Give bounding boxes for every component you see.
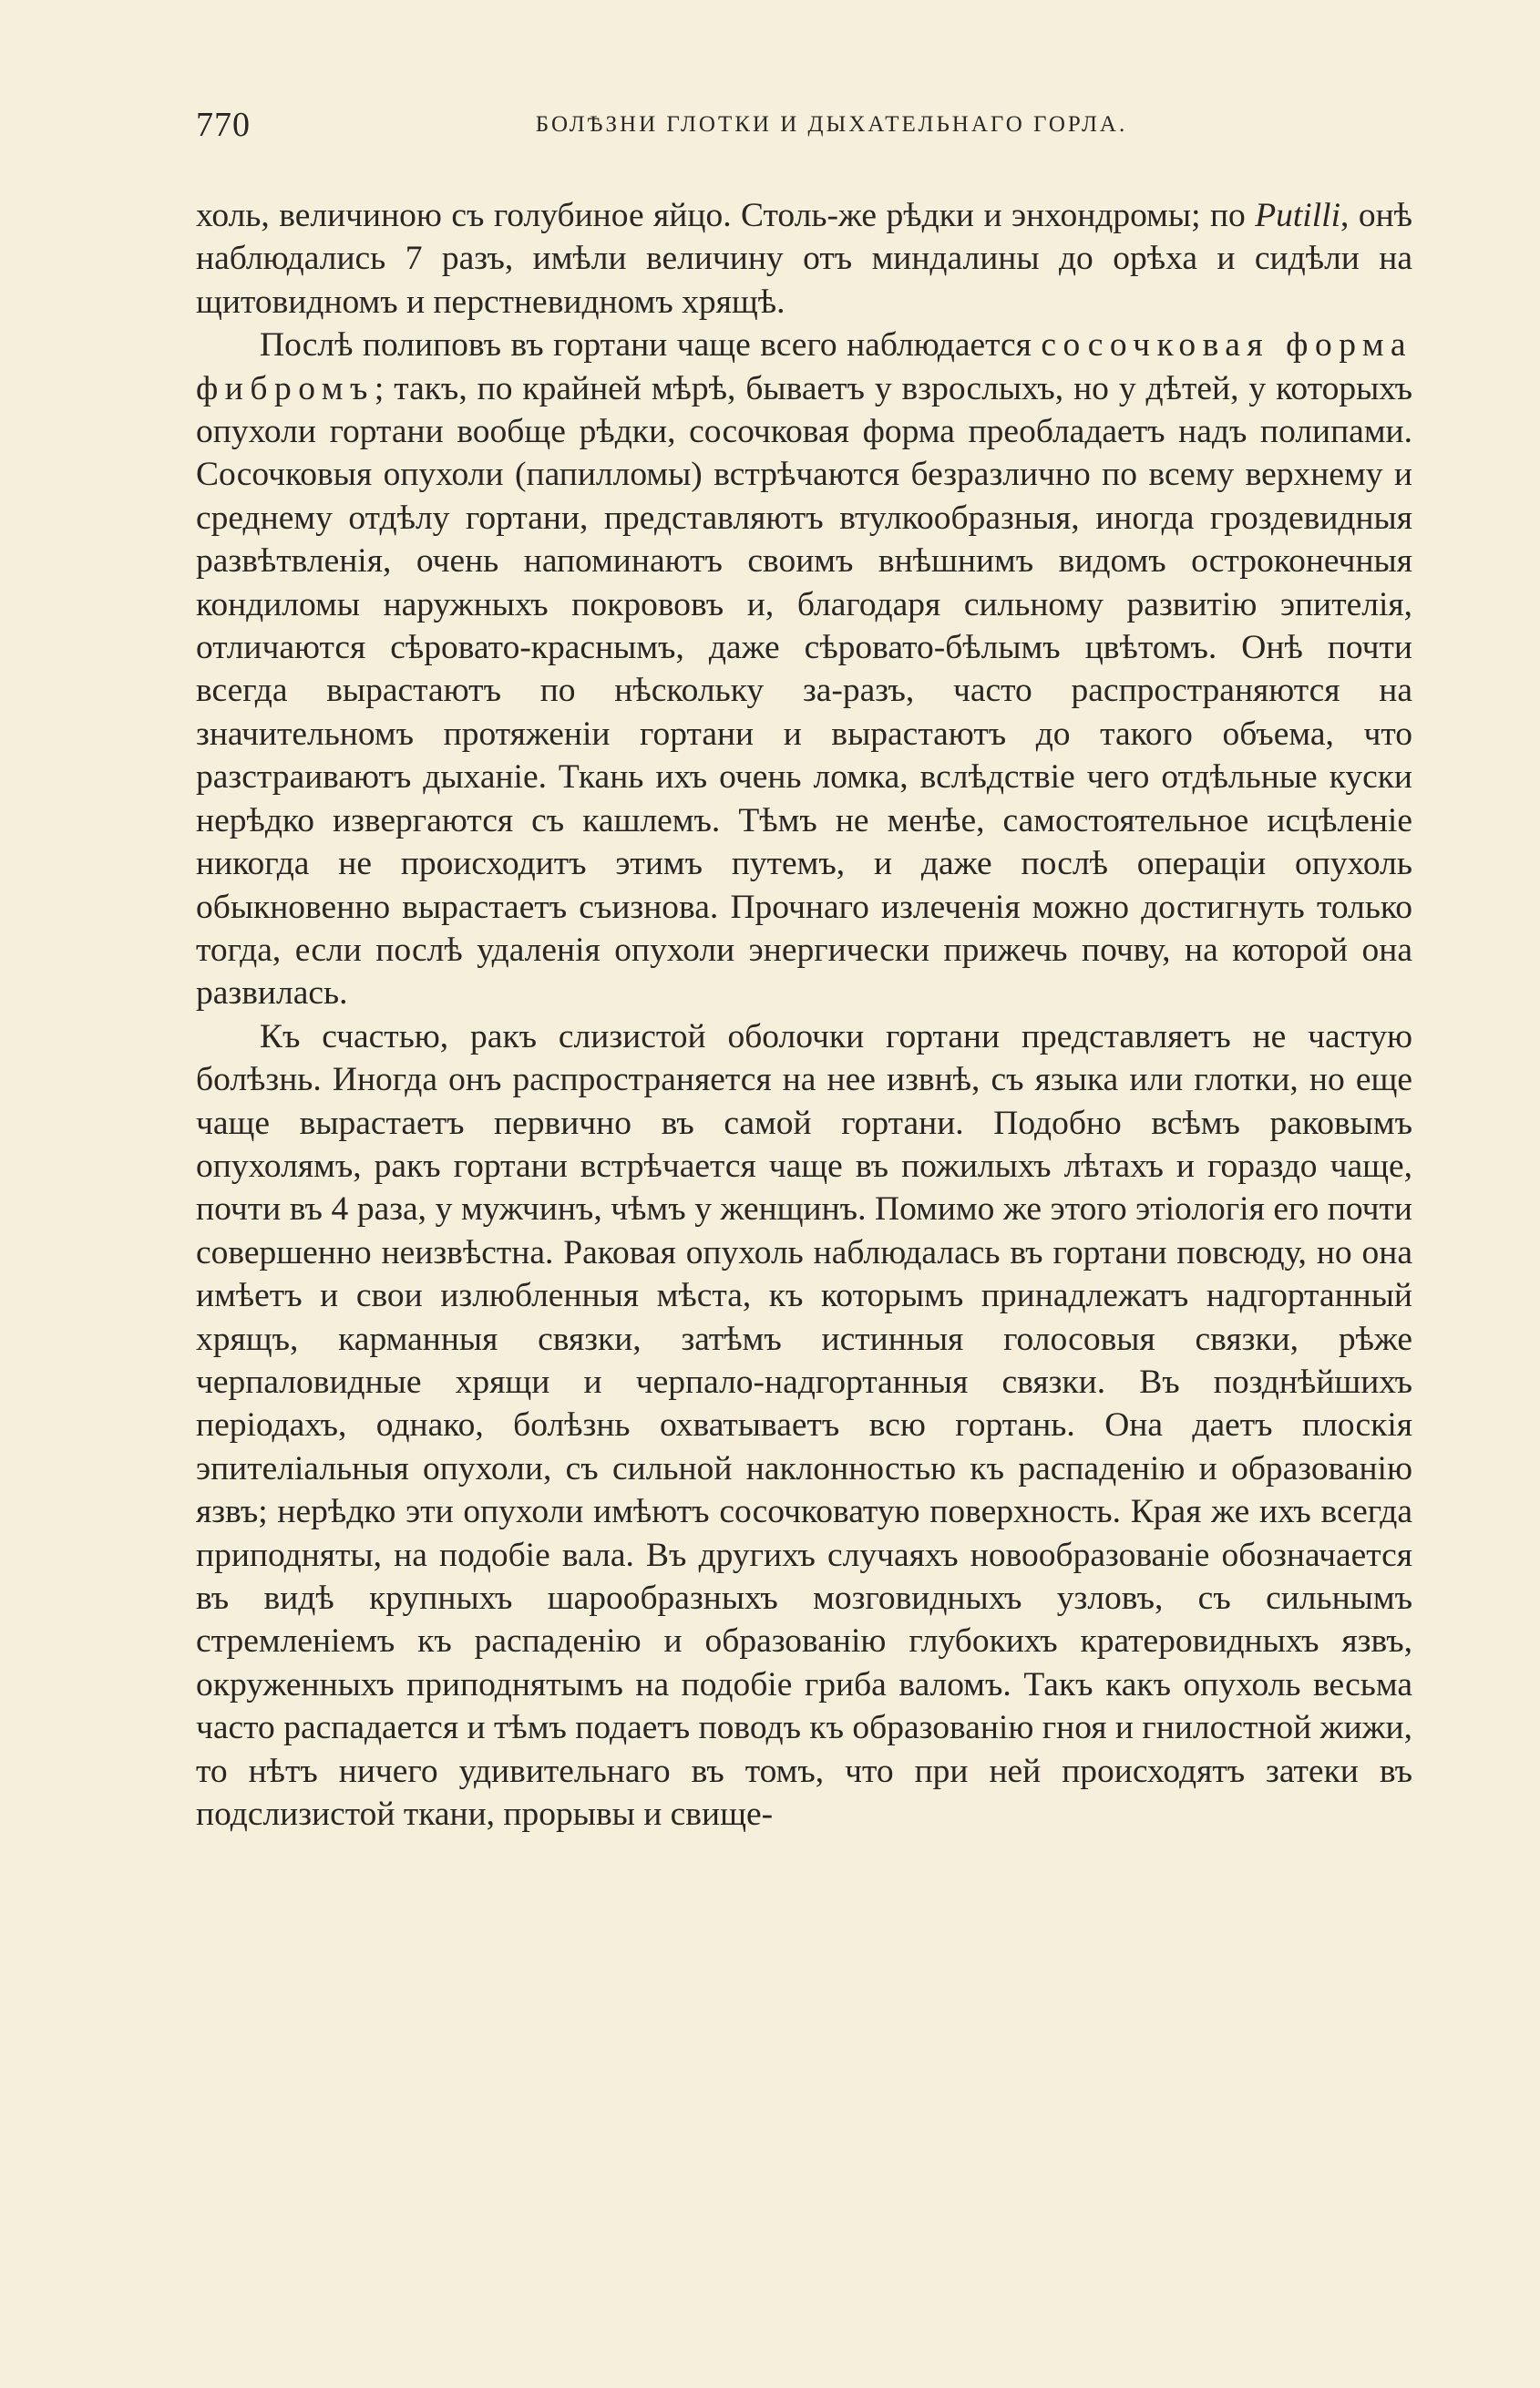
paragraph-text: ; такъ, по крайней мѣрѣ, бываетъ у взрослыхъ, но у дѣтей, у которыхъ опухоли гортани вообще рѣдки, сосочковая форма преобладаетъ надъ полипами. Сосочковыя опухоли (папилломы) встрѣчаются безразлично по всему верхнему и среднему отдѣлу гортани, представляютъ втулкообразныя, иногда гроздевидныя развѣтвленія, очень напоминаютъ своимъ внѣшнимъ видомъ остроконечныя кондиломы наружныхъ покрововъ и, благодаря сильному развитію эпителія, отличаются сѣровато-краснымъ, даже сѣровато-бѣлымъ цвѣтомъ. Онѣ почти всегда вырастаютъ по нѣскольку за-разъ, часто распространяются на значительномъ протяженіи гортани и вырастаютъ до такого объема, что разстраиваютъ дыханіе. Ткань ихъ очень ломка, вслѣдствіе чего отдѣльные куски нерѣдко извергаются съ кашлемъ. Тѣмъ не менѣе, самостоятельное исцѣленіе никогда не происходитъ этимъ путемъ, и даже послѣ операціи опухоль обыкновенно вырастаетъ съизнова. Прочнаго излеченія можно достигнуть только тогда, если послѣ удаленія опухоли энергически прижечь почву, на которой она развилась. [196, 369, 1412, 1013]
page-number: 770 [196, 106, 251, 144]
paragraph-papillomas [196, 324, 1412, 1015]
paragraph-cancer [196, 1015, 1412, 1837]
running-head [196, 105, 1412, 160]
author-name-italic: Putilli [1255, 197, 1340, 234]
paragraph-text: Послѣ полиповъ въ гортани чаще всего наблюдается [260, 326, 1042, 365]
paragraph-text: Къ счастью, ракъ слизистой оболочки гортани представляетъ не частую болѣзнь. Иногда онъ распространяется на нее извнѣ, съ языка или глотки, но еще чаще вырастаетъ первично въ самой гортани. Подобно всѣмъ раковымъ опухолямъ, ракъ гортани встрѣчается чаще въ пожилыхъ лѣтахъ и гораздо чаще, почти въ 4 раза, у мужчинъ, чѣмъ у женщинъ. Помимо же этого этіологія его почти совершенно неизвѣстна. Раковая опухоль наблюдалась въ гортани повсюду, но она имѣетъ и свои излюбленныя мѣста, къ которымъ принадлежатъ надгортанный хрящъ, карманныя связки, затѣмъ истинныя голосовыя связки, рѣже черпаловидные хрящи и черпало-надгортанныя связки. Въ позднѣйшихъ періодахъ, однако, болѣзнь охватываетъ всю гортань. Она даетъ плоскія эпителіальныя опухоли, съ сильной наклонностью къ распаденію и образованію язвъ; нерѣдко эти опухоли имѣютъ сосочковатую поверхность. Края же ихъ всегда приподняты, на подобіе вала. Въ другихъ случаяхъ новообразованіе обозначается въ видѣ крупныхъ шарообразныхъ мозговидныхъ узловъ, съ сильнымъ стремленіемъ къ распаденію и образованію глубокихъ кратеровидныхъ язвъ, окруженныхъ приподнятымъ на подобіе гриба валомъ. Такъ какъ опухоль весьма часто распадается и тѣмъ подаетъ поводъ къ образованію гноя и гнилостной жижи, то нѣтъ ничего удивительнаго въ томъ, что при ней происходятъ затеки въ подслизистой ткани, прорывы и свище- [196, 1017, 1412, 1834]
running-title: БОЛѢЗНИ ГЛОТКИ И ДЫХАТЕЛЬНАГО ГОРЛА. [535, 112, 1128, 137]
book-page [196, 105, 1412, 1836]
paragraph-text: холь, величиною съ голубиное яйцо. Столь-же рѣдки и энхондромы; по [196, 197, 1256, 234]
body-text [196, 194, 1412, 1836]
spaced-term: сосочковая форма фибромъ [196, 326, 1412, 407]
paragraph-continuation [196, 194, 1412, 324]
paragraph-text: , онѣ наблюдались 7 разъ, имѣли величину отъ миндалины до орѣха и сидѣли на щитовидномъ и перстневидномъ хрящѣ. [196, 197, 1412, 321]
